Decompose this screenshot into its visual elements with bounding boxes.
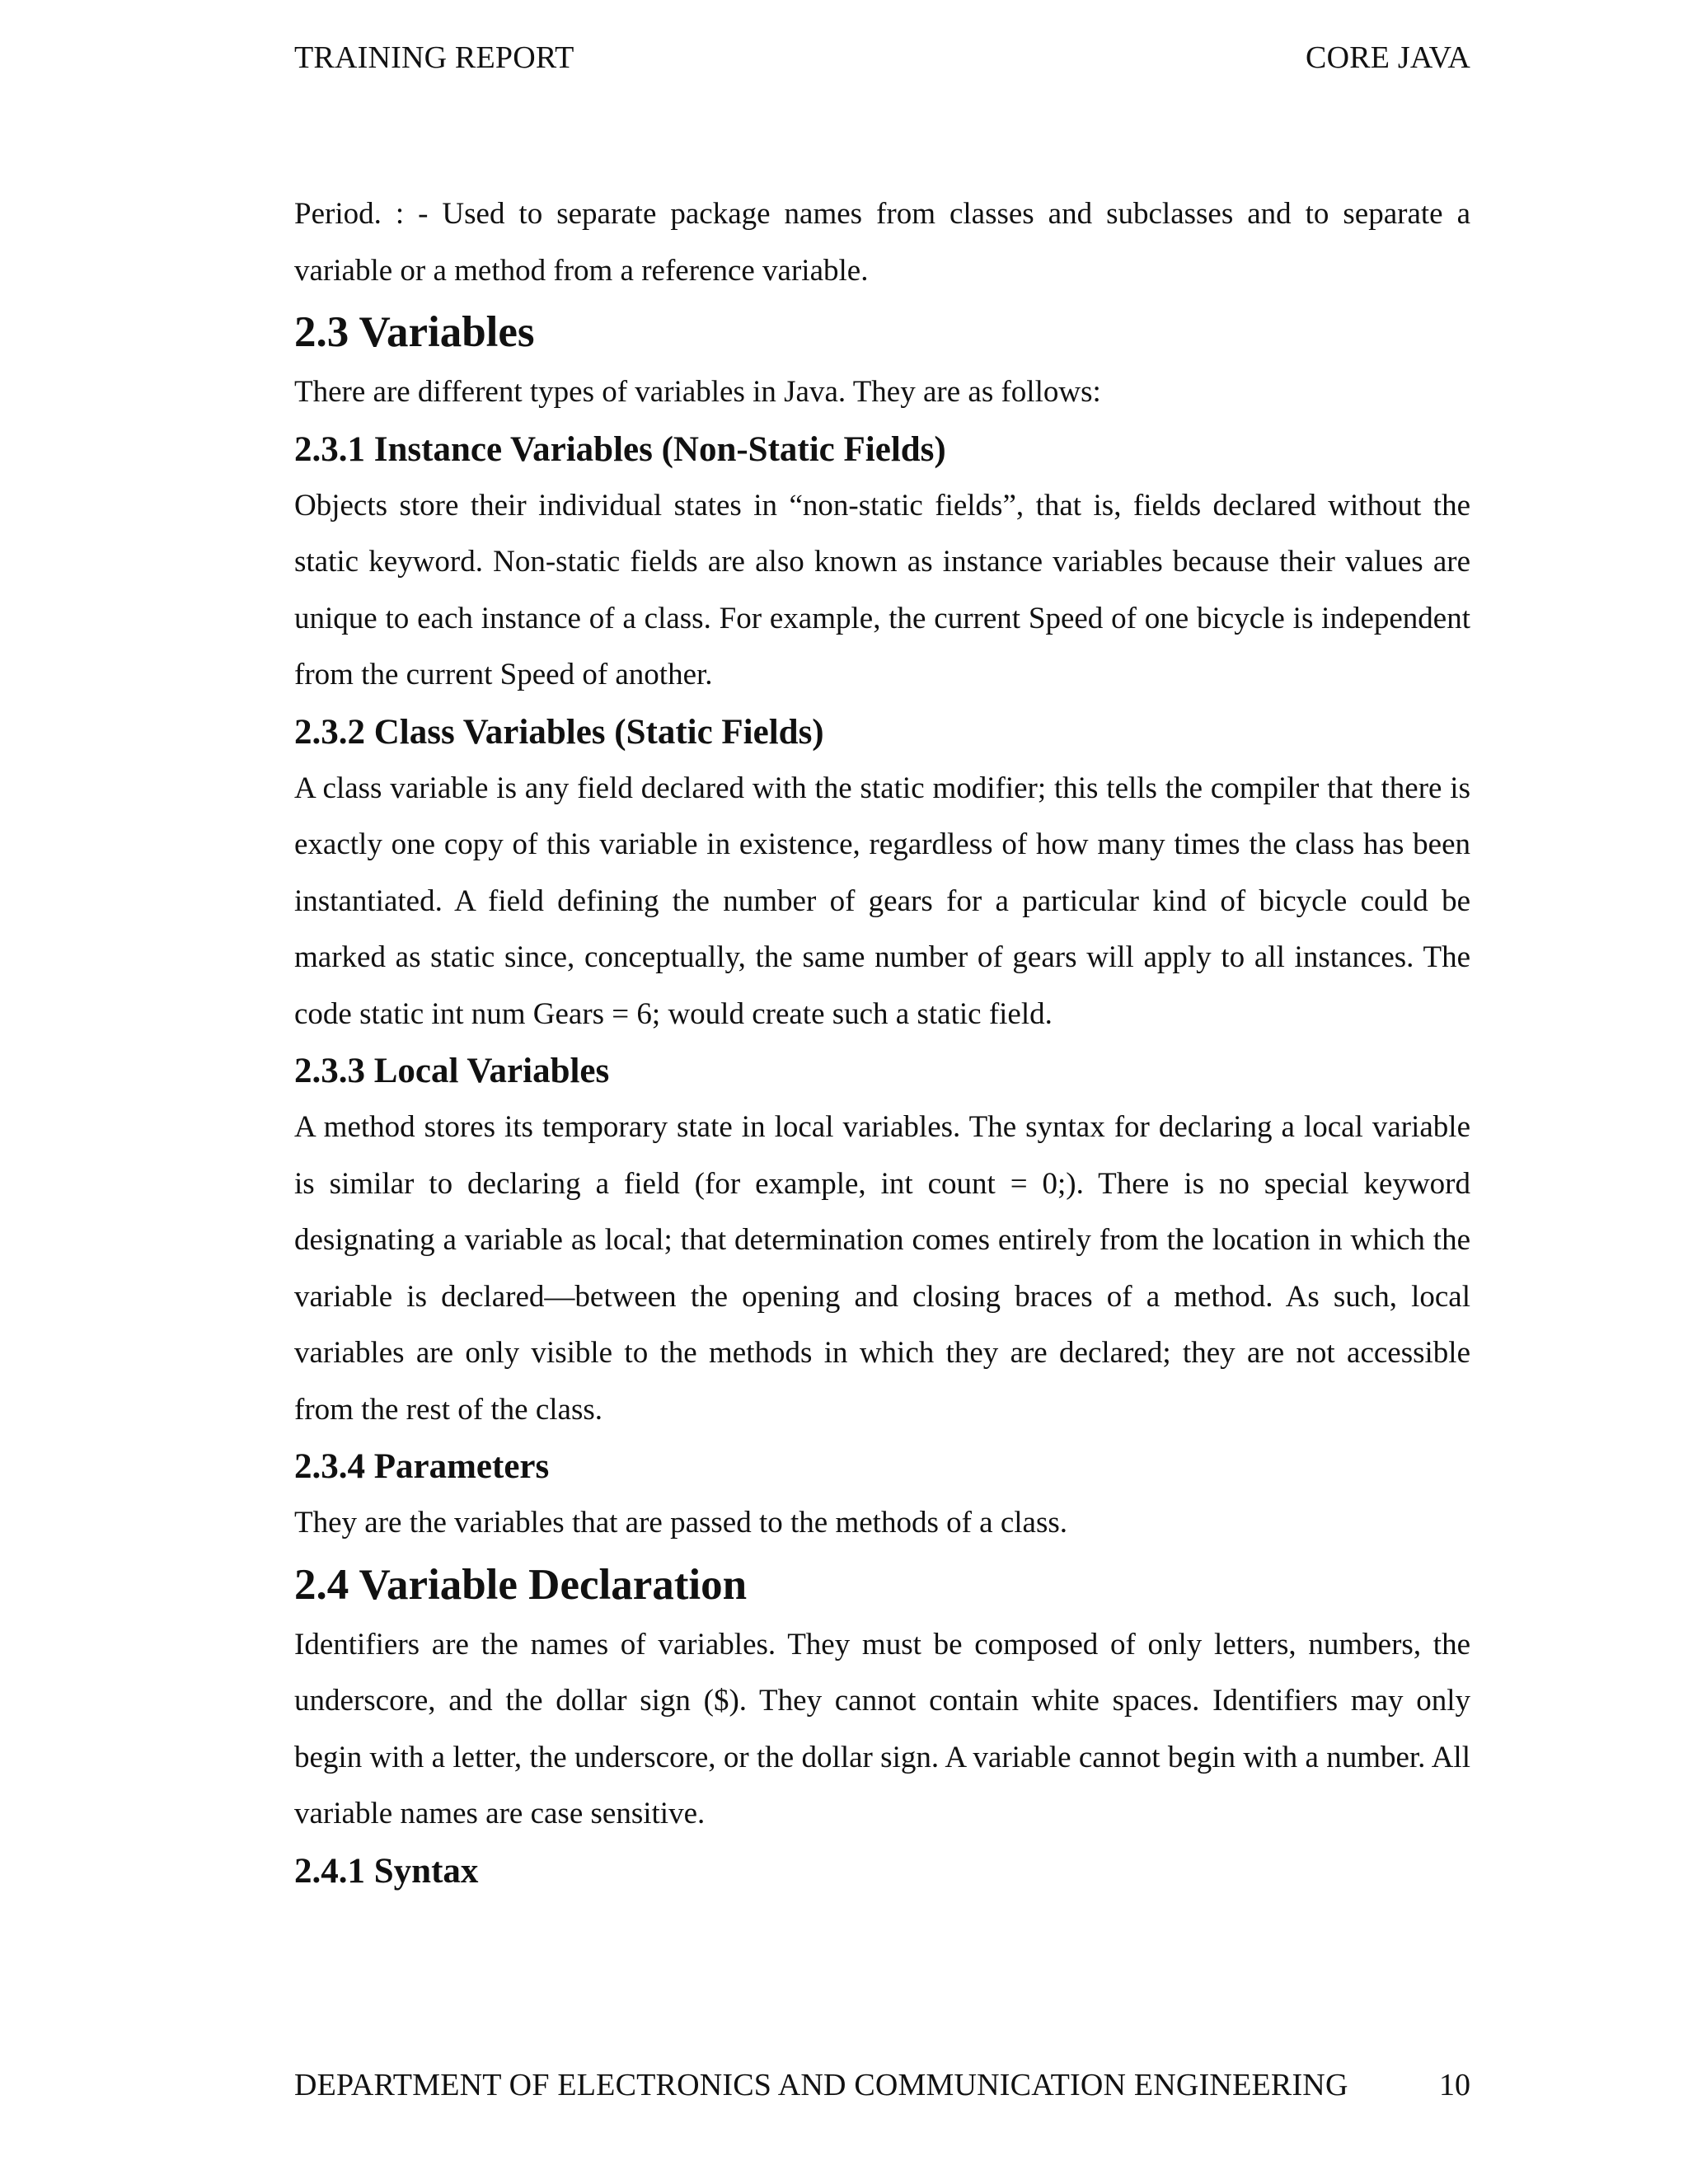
class-variables-paragraph: A class variable is any field declared with the static modifier; this tells the compiler that there is exactly one copy of this variable in existence, regardless of how many times the class has been instantiated. A field defining the number of gears for a particular kind of bicycle could be marked as static since, conceptually, the same number of gears will apply to all instances. The code static int num Gears = 6; would create such a static field. [294, 771, 1470, 1031]
subsection-heading-parameters: 2.3.4 Parameters [294, 1447, 550, 1486]
section-heading-variable-declaration: 2.4 Variable Declaration [294, 1560, 748, 1609]
instance-variables-paragraph: Objects store their individual states in “non-static fields”, that is, fields declared without the static keyword. Non-static fields are also known as instance variables because their values are unique to each instance of a class. For example, the current Speed of one bicycle is independent from the current Speed of another. [294, 488, 1470, 691]
subsection-heading-local-variables: 2.3.3 Local Variables [294, 1052, 610, 1090]
page-number: 10 [1439, 2068, 1470, 2102]
subsection-heading-instance-variables: 2.3.1 Instance Variables (Non-Static Fields) [294, 429, 946, 469]
variable-declaration-paragraph: Identifiers are the names of variables. They must be composed of only letters, numbers, the underscore, and the dollar sign ($). They cannot contain white spaces. Identifiers may only begin with a letter, the underscore, or the dollar sign. A variable cannot begin with a number. All variable names are case sensitive. [294, 1627, 1470, 1830]
page-body [294, 186, 1470, 1900]
period-paragraph: Period. : - Used to separate package names from classes and subclasses and to separate a variable or a method from a reference variable. [294, 197, 1470, 288]
parameters-paragraph: They are the variables that are passed to the methods of a class. [294, 1506, 1068, 1540]
local-variables-paragraph: A method stores its temporary state in local variables. The syntax for declaring a local variable is similar to declaring a field (for example, int count = 0;). There is no special keyword designating a variable as local; that determination comes entirely from the location in which the variable is declared—between the opening and closing braces of a method. As such, local variables are only visible to the methods in which they are declared; they are not accessible from the rest of the class. [294, 1110, 1470, 1427]
running-header-title: TRAINING REPORT [294, 40, 574, 75]
running-header-subject: CORE JAVA [1306, 40, 1470, 75]
variables-intro-paragraph: There are different types of variables in Java. They are as follows: [294, 375, 1101, 409]
subsection-heading-class-variables: 2.3.2 Class Variables (Static Fields) [294, 712, 824, 752]
subsection-heading-syntax: 2.4.1 Syntax [294, 1851, 479, 1891]
section-heading-variables: 2.3 Variables [294, 308, 535, 356]
running-footer-department: DEPARTMENT OF ELECTRONICS AND COMMUNICATION ENGINEERING [294, 2068, 1348, 2102]
